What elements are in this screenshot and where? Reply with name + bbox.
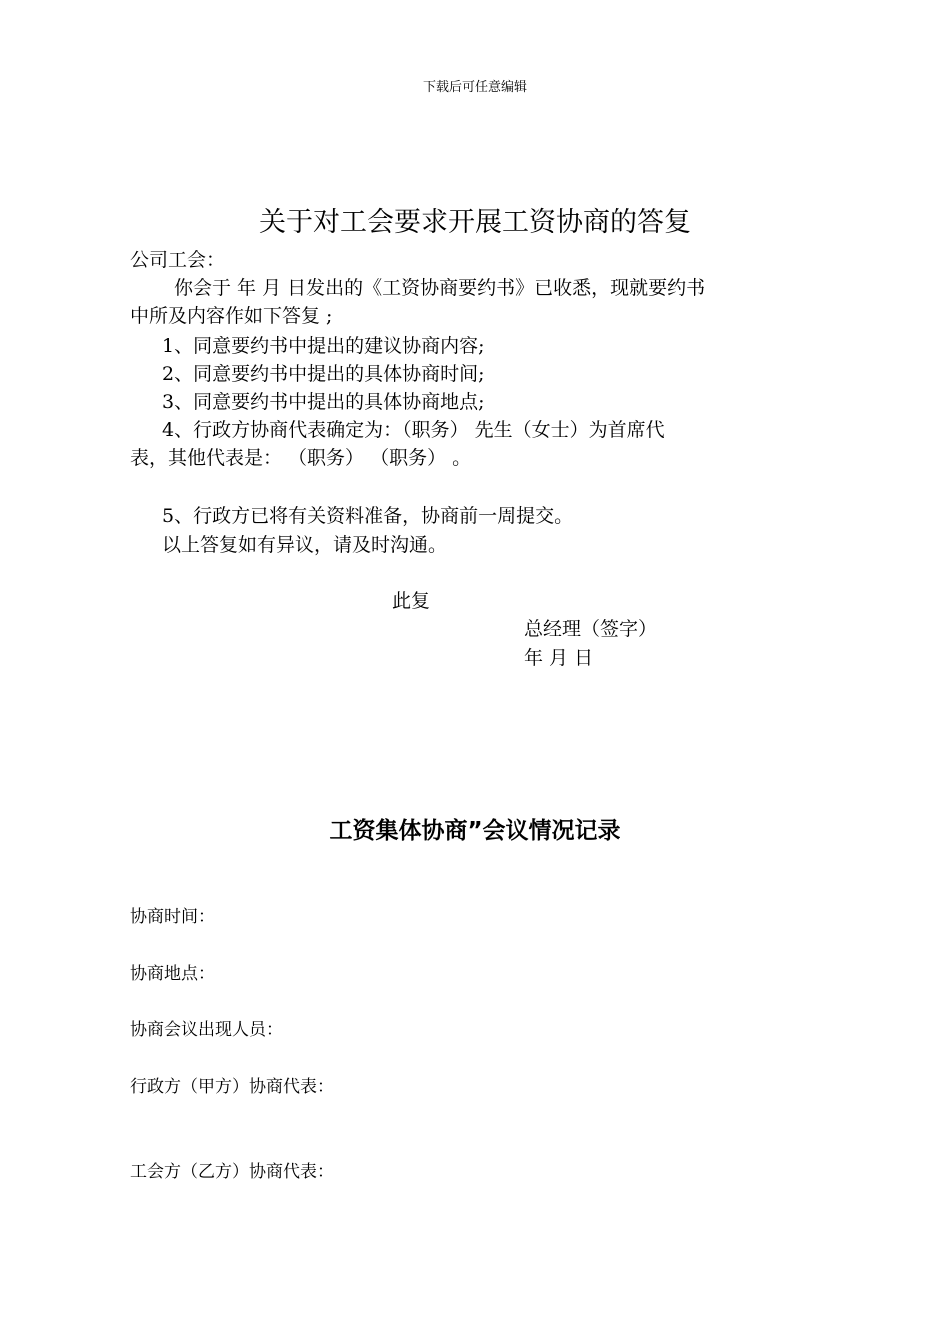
item-2: 2、同意要约书中提出的具体协商时间; [162, 363, 485, 385]
intro-line-2: 中所及内容作如下答复 ; [130, 305, 333, 327]
sign-off: 此复 [392, 590, 431, 612]
record-title: 工资集体协商”会议情况记录 [329, 818, 621, 844]
signature-line: 总经理（签字） [524, 618, 658, 640]
party-a-label: 行政方（甲方）协商代表： [130, 1077, 334, 1097]
party-b-label: 工会方（乙方）协商代表： [130, 1162, 334, 1182]
item-4-line-1: 4、行政方协商代表确定为：（职务） 先生（女士）为首席代 [162, 419, 665, 441]
item-1: 1、同意要约书中提出的建议协商内容; [162, 335, 485, 357]
item-3: 3、同意要约书中提出的具体协商地点; [162, 391, 485, 413]
item-5: 5、行政方已将有关资料准备，协商前一周提交。 [162, 505, 574, 527]
place-label: 协商地点： [130, 964, 215, 984]
date-line: 年 月 日 [524, 647, 594, 669]
intro-line-1: 你会于 年 月 日发出的《工资协商要约书》已收悉，现就要约书 [174, 277, 706, 299]
reply-title: 关于对工会要求开展工资协商的答复 [259, 207, 691, 238]
time-label: 协商时间： [130, 907, 215, 927]
attendees-label: 协商会议出现人员： [130, 1020, 283, 1040]
closing-line: 以上答复如有异议，请及时沟通。 [162, 534, 448, 556]
salutation: 公司工会： [130, 249, 226, 271]
header-note: 下载后可任意编辑 [422, 80, 527, 95]
item-4-line-2: 表，其他代表是： （职务） （职务） 。 [130, 447, 472, 469]
